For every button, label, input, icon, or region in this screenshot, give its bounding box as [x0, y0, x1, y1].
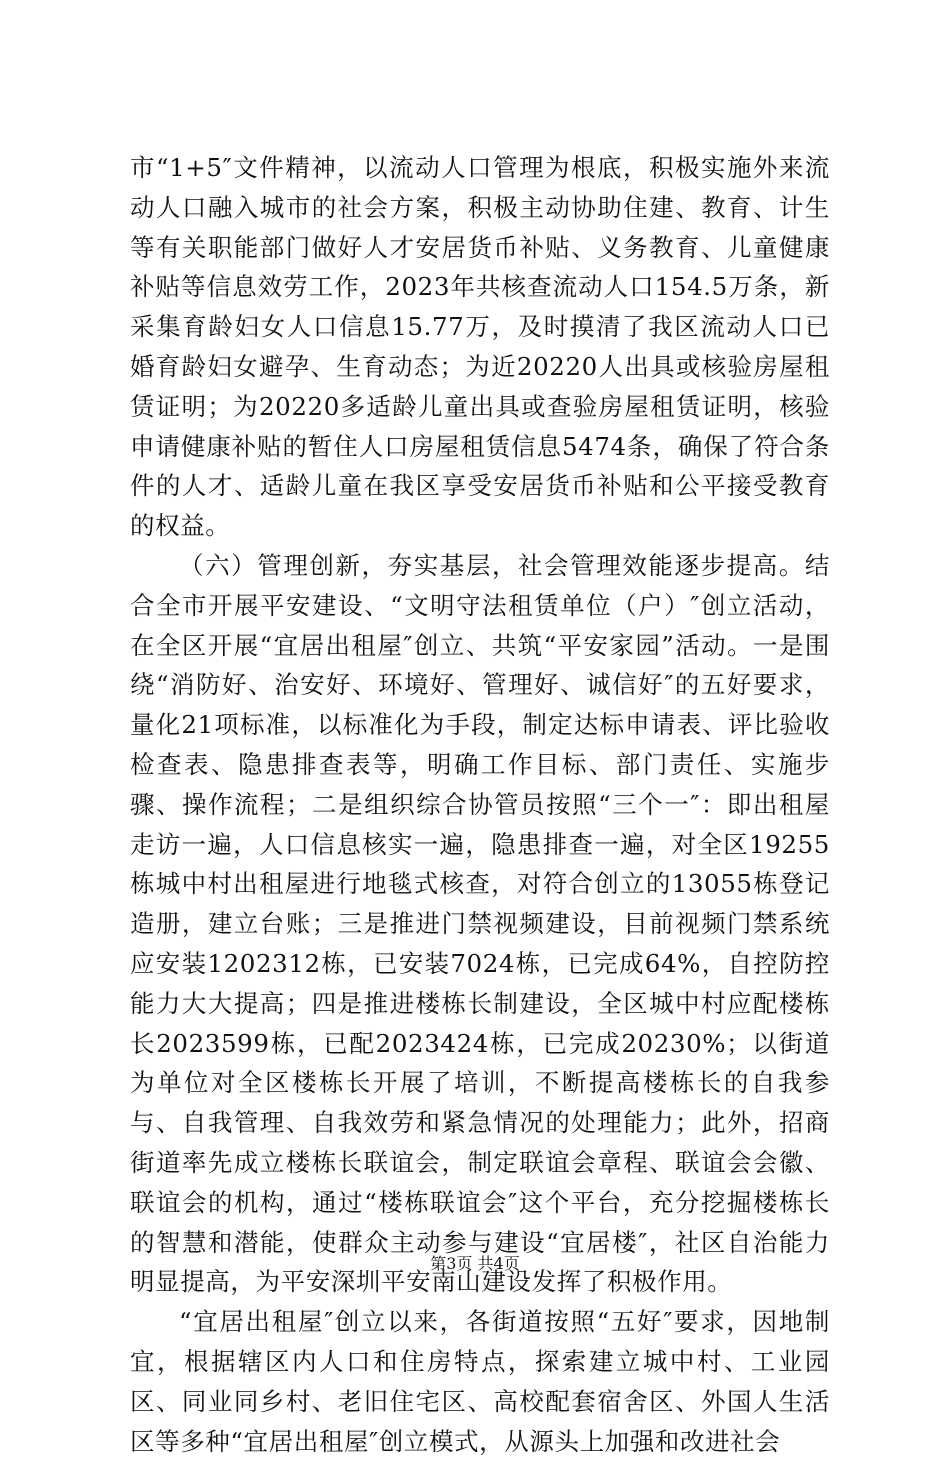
- paragraph-livable-rental: “宜居出租屋″创立以来，各街道按照“五好″要求，因地制宜，根据辖区内人口和住房特点，探索建立城中村、工业园区、同业同乡村、老旧住宅区、高校配套宿舍区、外国人生活区等多种“宜居出租屋″创立模式，从源头上加强和改进社会: [130, 1307, 830, 1456]
- paragraph-management-innovation: （六）管理创新，夯实基层，社会管理效能逐步提高。结合全市开展平安建设、“文明守法租赁单位（户）″创立活动，在全区开展“宜居出租屋″创立、共筑“平安家园”活动。一是围绕“消防好、治安好、环境好、管理好、诚信好″的五好要求，量化21项标准，以标准化为手段，制定达标申请表、评比验收检查表、隐患排查表等，明确工作目标、部门责任、实施步骤、操作流程；二是组织综合协管员按照“三个一″：即出租屋走访一遍，人口信息核实一遍，隐患排查一遍，对全区19255栋城中村出租屋进行地毯式核查，对符合创立的13055栋登记造册，建立台账；三是推进门禁视频建设，目前视频门禁系统应安装1202312栋，已安装7024栋，已完成64%，自控防控能力大大提高；四是推进楼栋长制建设，全区城中村应配楼栋长2023599栋，已配2023424栋，已完成20230%；以街道为单位对全区楼栋长开展了培训，不断提高楼栋长的自我参与、自我管理、自我效劳和紧急情况的处理能力；此外，招商街道率先成立楼栋长联谊会，制定联谊会章程、联谊会会徽、联谊会的机构，通过“楼栋联谊会″这个平台，充分挖掘楼栋长的智慧和潜能，使群众主动参与建设“宜居楼″，社区自治能力明显提高，为平安深圳平安南山建设发挥了积极作用。: [130, 550, 830, 1297]
- paragraph-continuation: 市“1+5″文件精神，以流动人口管理为根底，积极实施外来流动人口融入城市的社会方案，积极主动协助住建、教育、计生等有关职能部门做好人才安居货币补贴、义务教育、儿童健康补贴等信息效劳工作，2023年共核查流动人口154.5万条，新采集育龄妇女人口信息15.77万，及时摸清了我区流动人口已婚育龄妇女避孕、生育动态；为近20220人出具或核验房屋租赁证明；为20220多适龄儿童出具或查验房屋租赁证明，核验申请健康补贴的暂住人口房屋租赁信息5474条，确保了符合条件的人才、适龄儿童在我区享受安居货币补贴和公平接受教育的权益。: [130, 153, 830, 541]
- page-number-footer: 第3页 共4页: [430, 1254, 520, 1273]
